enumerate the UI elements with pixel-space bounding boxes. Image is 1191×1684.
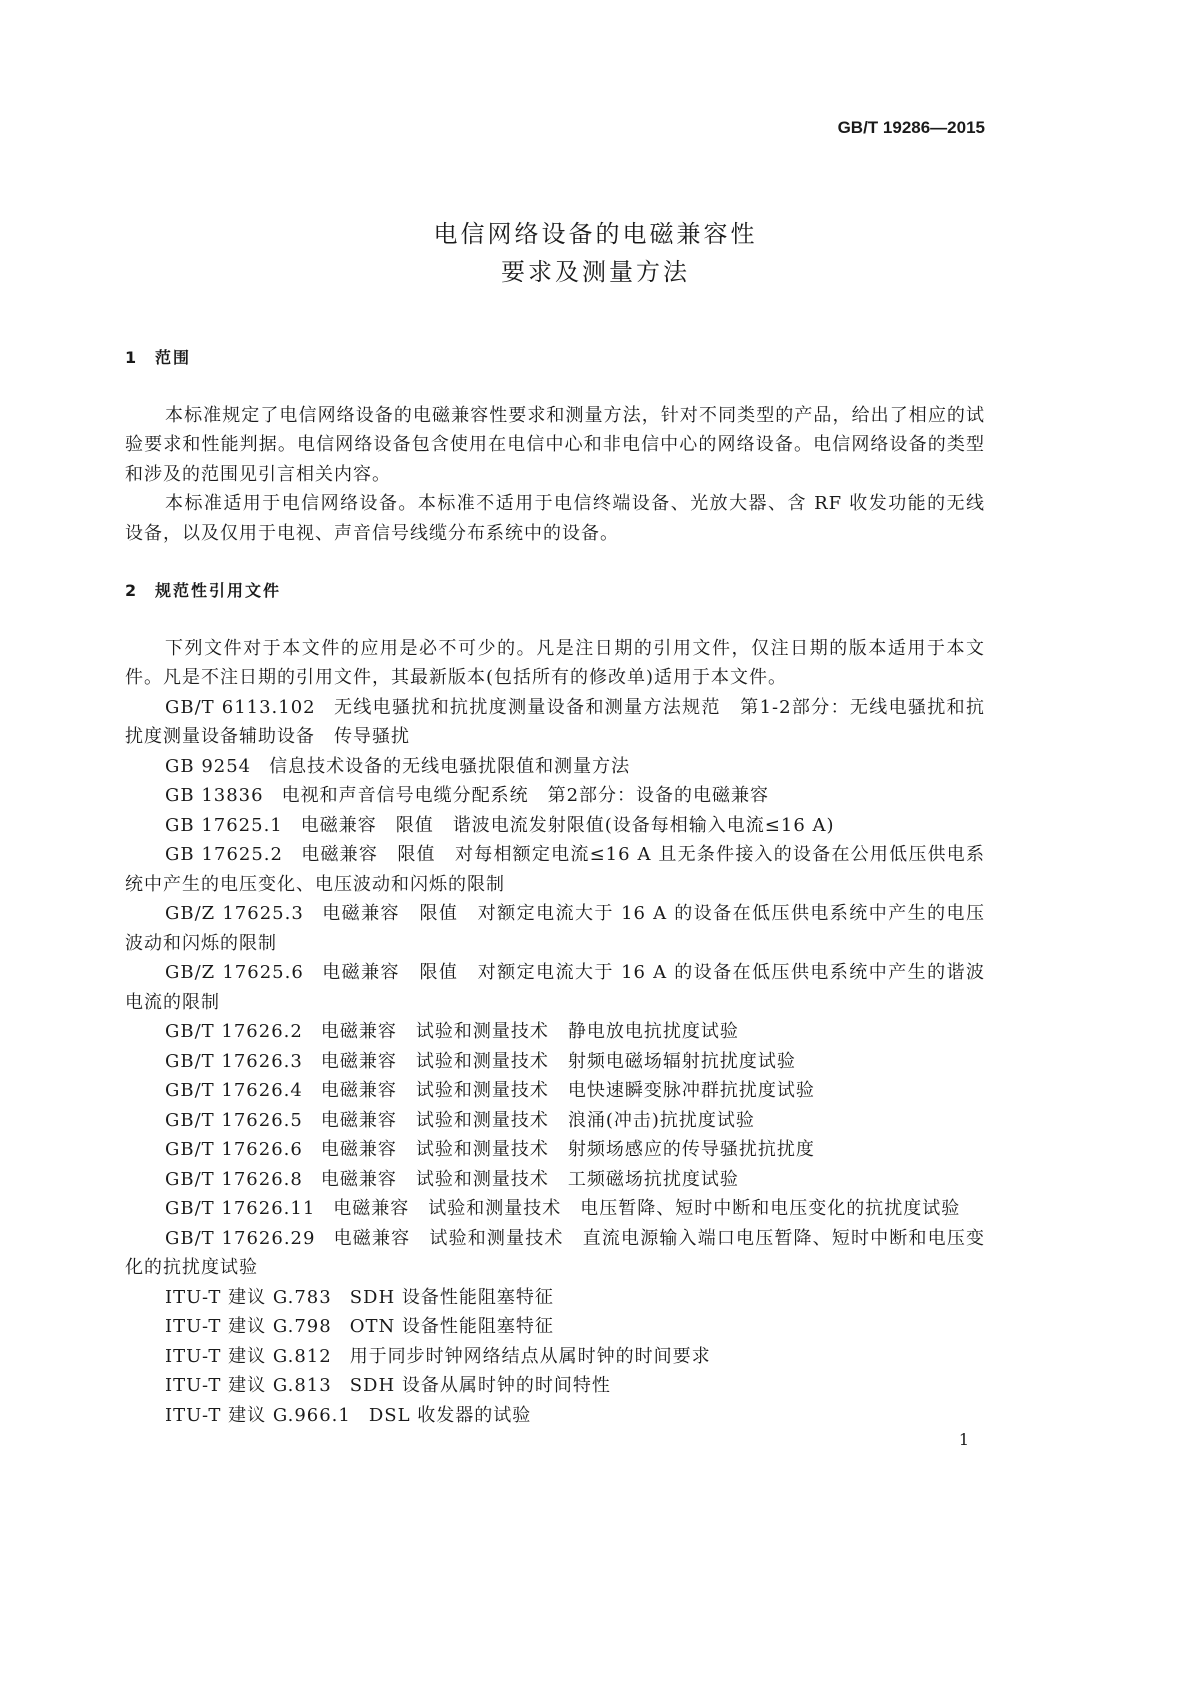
reference-title: 用于同步时钟网络结点从属时钟的时间要求 — [349, 1345, 711, 1367]
reference-code: ITU-T 建议 G.966.1 — [165, 1404, 351, 1426]
reference-item — [125, 811, 985, 841]
reference-item — [125, 1283, 985, 1313]
paragraph: 本标准规定了电信网络设备的电磁兼容性要求和测量方法，针对不同类型的产品，给出了相应的试验要求和性能判据。电信网络设备包含使用在电信中心和非电信中心的网络设备。电信网络设备的类型和涉及的范围见引言相关内容。 — [125, 404, 985, 485]
section-title: 范围 — [155, 348, 192, 367]
section-heading-scope — [125, 343, 985, 373]
document-body — [125, 343, 985, 1430]
reference-title: 电磁兼容 试验和测量技术 射频场感应的传导骚扰抗扰度 — [320, 1139, 815, 1160]
reference-title: 电磁兼容 试验和测量技术 静电放电抗扰度试验 — [320, 1021, 739, 1042]
reference-item — [125, 781, 985, 811]
reference-code: GB 9254 — [165, 755, 252, 777]
section-number: 1 — [125, 348, 139, 367]
reference-title: SDH 设备从属时钟的时间特性 — [349, 1375, 611, 1396]
section-heading-normative-references — [125, 576, 985, 606]
reference-item — [125, 693, 985, 752]
reference-title: 电磁兼容 试验和测量技术 工频磁场抗扰度试验 — [320, 1168, 739, 1190]
reference-code: GB/T 17626.8 — [165, 1168, 303, 1190]
reference-code: GB/T 17626.3 — [165, 1050, 303, 1072]
reference-code: GB/T 17626.11 — [165, 1198, 316, 1219]
reference-title: 电磁兼容 试验和测量技术 浪涌(冲击)抗扰度试验 — [320, 1109, 755, 1131]
reference-title: 电磁兼容 限值 对每相额定电流≤16 A 且无条件接入的设备在公用低压供电系统中产生的电压变化、电压波动和闪烁的限制 — [125, 844, 985, 895]
reference-item — [125, 1047, 985, 1077]
reference-code: GB/T 17626.2 — [165, 1021, 303, 1042]
reference-code: ITU-T 建议 G.783 — [165, 1286, 332, 1308]
reference-code: ITU-T 建议 G.798 — [165, 1316, 332, 1337]
reference-item — [125, 1017, 985, 1047]
reference-item — [125, 1312, 985, 1342]
reference-title: 电磁兼容 试验和测量技术 电压暂降、短时中断和电压变化的抗扰度试验 — [333, 1198, 961, 1219]
reference-code: GB/Z 17625.3 — [165, 903, 304, 924]
reference-title: 电视和声音信号电缆分配系统 第2部分：设备的电磁兼容 — [281, 785, 770, 806]
reference-code: GB/Z 17625.6 — [165, 962, 304, 983]
reference-item — [125, 1106, 985, 1136]
reference-code: GB/T 17626.6 — [165, 1139, 303, 1160]
reference-code: ITU-T 建议 G.812 — [165, 1345, 332, 1367]
title-line-2: 要求及测量方法 — [501, 258, 690, 286]
reference-title: 无线电骚扰和抗扰度测量设备和测量方法规范 第1-2部分：无线电骚扰和抗扰度测量设备辅助设备 传导骚扰 — [125, 696, 985, 747]
reference-code: GB 13836 — [165, 785, 264, 806]
reference-title: 电磁兼容 试验和测量技术 电快速瞬变脉冲群抗扰度试验 — [320, 1080, 815, 1101]
reference-code: GB 17625.1 — [165, 814, 283, 836]
reference-list — [125, 693, 985, 1431]
paragraph: 本标准适用于电信网络设备。本标准不适用于电信终端设备、光放大器、含 RF 收发功能的无线设备，以及仅用于电视、声音信号线缆分布系统中的设备。 — [125, 493, 985, 544]
reference-title: 电磁兼容 限值 谐波电流发射限值(设备每相输入电流≤16 A) — [300, 814, 835, 836]
reference-code: GB/T 17626.5 — [165, 1109, 303, 1131]
reference-code: GB/T 17626.29 — [165, 1227, 316, 1249]
reference-title: 信息技术设备的无线电骚扰限值和测量方法 — [269, 755, 631, 777]
reference-title: 电磁兼容 试验和测量技术 射频电磁场辐射抗扰度试验 — [320, 1050, 796, 1072]
reference-item — [125, 1342, 985, 1372]
reference-code: GB 17625.2 — [165, 844, 283, 865]
page-number: 1 — [958, 1430, 969, 1449]
reference-title: SDH 设备性能阻塞特征 — [349, 1286, 554, 1308]
section-number: 2 — [125, 581, 139, 600]
reference-item — [125, 1371, 985, 1401]
reference-item — [125, 899, 985, 958]
reference-title: 电磁兼容 试验和测量技术 直流电源输入端口电压暂降、短时中断和电压变化的抗扰度试验 — [125, 1227, 985, 1278]
reference-title: DSL 收发器的试验 — [368, 1404, 532, 1426]
section-title: 规范性引用文件 — [155, 581, 282, 600]
reference-item — [125, 958, 985, 1017]
reference-code: GB/T 6113.102 — [165, 696, 316, 718]
reference-item — [125, 1224, 985, 1283]
paragraph: 下列文件对于本文件的应用是必不可少的。凡是注日期的引用文件，仅注日期的版本适用于本文件。凡是不注日期的引用文件，其最新版本(包括所有的修改单)适用于本文件。 — [125, 637, 985, 688]
reference-item — [125, 1194, 985, 1224]
reference-title: 电磁兼容 限值 对额定电流大于 16 A 的设备在低压供电系统中产生的谐波电流的限制 — [125, 962, 985, 1013]
reference-title: 电磁兼容 限值 对额定电流大于 16 A 的设备在低压供电系统中产生的电压波动和闪烁的限制 — [125, 903, 985, 954]
standard-number: GB/T 19286—2015 — [837, 118, 985, 137]
reference-code: GB/T 17626.4 — [165, 1080, 303, 1101]
reference-item — [125, 752, 985, 782]
reference-item — [125, 1401, 985, 1431]
document-title — [0, 215, 1191, 291]
reference-item — [125, 1076, 985, 1106]
reference-code: ITU-T 建议 G.813 — [165, 1375, 332, 1396]
reference-item — [125, 840, 985, 899]
reference-item — [125, 1135, 985, 1165]
reference-item — [125, 1165, 985, 1195]
title-line-1: 电信网络设备的电磁兼容性 — [433, 220, 758, 248]
reference-title: OTN 设备性能阻塞特征 — [349, 1316, 554, 1337]
